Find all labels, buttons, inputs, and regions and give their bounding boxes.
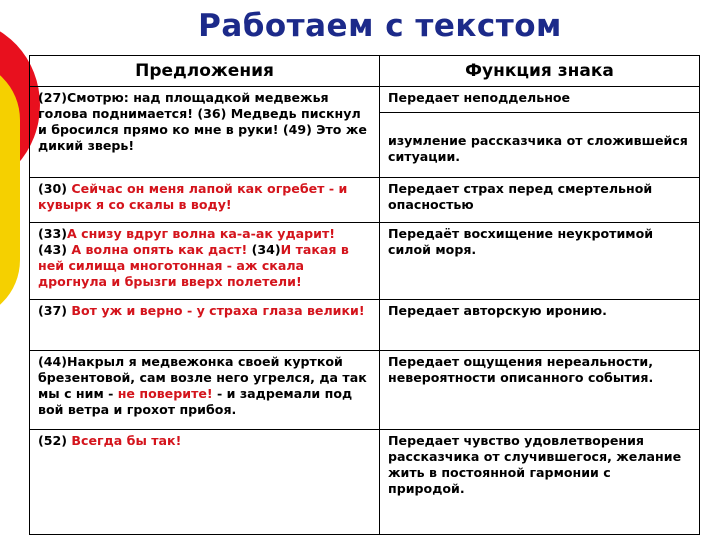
- function-cell: Передает страх перед смертельной опасностью: [380, 178, 700, 223]
- sentence-number: (37): [38, 303, 72, 318]
- sentence-cell: [30, 300, 380, 351]
- sentence-text-highlight: А снизу вдруг волна ка-а-ак ударит!: [67, 226, 336, 241]
- function-cell: Передаёт восхищение неукротимой силой моря.: [380, 223, 700, 300]
- sentence-text: (44)Накрыл я медвежонка своей курткой брезентовой, сам возле него угрелся, да так мы с ним -: [38, 354, 367, 401]
- sentence-number: (52): [38, 433, 72, 448]
- function-text-bottom: изумление рассказчика от сложившейся ситуации.: [388, 133, 688, 164]
- cell-divider: [380, 112, 699, 133]
- function-cell: Передает ощущения нереальности, невероятности описанного события.: [380, 351, 700, 430]
- function-cell: Передает авторскую иронию.: [380, 300, 700, 351]
- sentence-cell: [30, 178, 380, 223]
- sentence-cell: [30, 351, 380, 430]
- sentence-text-highlight: Вот уж и верно - у страха глаза велики!: [71, 303, 365, 318]
- table-row: [30, 351, 700, 430]
- table-row: [30, 300, 700, 351]
- table-row: [30, 87, 700, 178]
- sentence-text-highlight: не поверите!: [117, 386, 218, 401]
- sentence-text: Смотрю: над площадкой медвежья голова поднимается! (36) Медведь пискнул и бросился прямо ко мне в руки! (49) Это же дикий зверь!: [38, 90, 367, 153]
- table-header-row: [30, 56, 700, 87]
- function-text-top: Передает неподдельное: [388, 90, 571, 105]
- sentence-text-highlight: Всегда бы так!: [71, 433, 182, 448]
- sentence-text: - и задремали под вой ветра и грохот прибоя.: [38, 386, 353, 417]
- sentence-number: (30): [38, 181, 68, 196]
- table-row: [30, 178, 700, 223]
- page-title: Работаем с текстом: [198, 8, 562, 44]
- sentence-cell: [30, 223, 380, 300]
- sentence-number: (27): [38, 90, 68, 105]
- sentence-cell: [30, 430, 380, 535]
- sentence-number: (33): [38, 226, 68, 241]
- header-function: Функция знака: [380, 56, 700, 87]
- sentence-text-highlight: Сейчас он меня лапой как огребет - и кувырк я со скалы в воду!: [38, 181, 348, 212]
- header-sentences: Предложения: [30, 56, 380, 87]
- analysis-table: [29, 55, 700, 535]
- function-cell: Передает чувство удовлетворения рассказчика от случившегося, желание жить в постоянной гармонии с природой.: [380, 430, 700, 535]
- sentence-cell: [30, 87, 380, 178]
- sentence-number: (34): [247, 242, 281, 257]
- table-row: [30, 430, 700, 535]
- function-cell: [380, 87, 700, 178]
- sentence-number: (43): [38, 242, 72, 257]
- sentence-text-highlight: А волна опять как даст!: [71, 242, 248, 257]
- table-row: [30, 223, 700, 300]
- sentence-text-highlight: И такая в ней силища многотонная - аж скала дрогнула и брызги вверх полетели!: [38, 242, 349, 289]
